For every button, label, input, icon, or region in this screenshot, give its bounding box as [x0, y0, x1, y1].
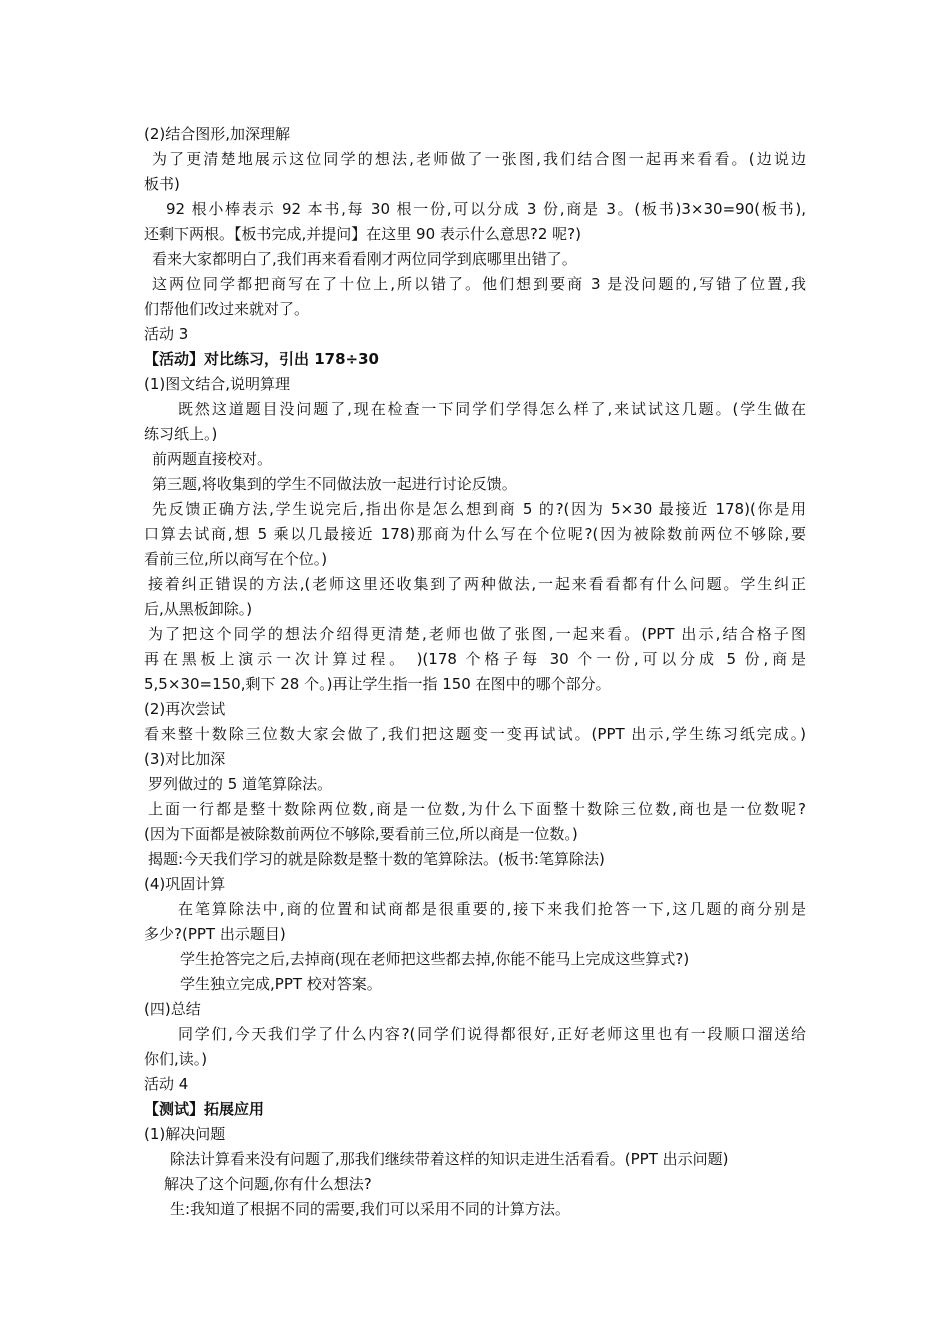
paragraph-line: 先反馈正确方法,学生说完后,指出你是怎么想到商 5 的?(因为 5×30 最接近 178)(你是用 — [152, 500, 806, 518]
activity-title: 【活动】对比练习，引出 178÷30 — [144, 350, 379, 368]
paragraph-line: 这两位同学都把商写在了十位上,所以错了。他们想到要商 3 是没问题的,写错了位置,我 — [152, 275, 806, 293]
section-heading: (3)对比加深 — [144, 750, 226, 768]
paragraph-line: 为了更清楚地展示这位同学的想法,老师做了一张图,我们结合图一起再来看看。(边说边 — [152, 150, 806, 168]
paragraph-line: 学生独立完成,PPT 校对答案。 — [180, 975, 382, 993]
paragraph-line: 同学们,今天我们学了什么内容?(同学们说得都很好,正好老师这里也有一段顺口溜送给 — [178, 1025, 806, 1043]
paragraph-line: 解决了这个问题,你有什么想法? — [164, 1175, 372, 1193]
paragraph-line: 92 根小棒表示 92 本书,每 30 根一份,可以分成 3 份,商是 3。(板书)3×30=90(板书), — [166, 200, 806, 218]
section-heading: (2)结合图形,加深理解 — [144, 125, 291, 143]
section-heading: (2)再次尝试 — [144, 700, 226, 718]
paragraph-line: 为了把这个同学的想法介绍得更清楚,老师也做了张图,一起来看。(PPT 出示,结合格子图 — [148, 625, 806, 643]
paragraph-line: 除法计算看来没有问题了,那我们继续带着这样的知识走进生活看看。(PPT 出示问题) — [170, 1150, 729, 1168]
paragraph-line: 5,5×30=150,剩下 28 个。)再让学生指一指 150 在图中的哪个部分。 — [144, 675, 611, 693]
activity-label: 活动 3 — [144, 325, 189, 343]
paragraph-line: 看来大家都明白了,我们再来看看刚才两位同学到底哪里出错了。 — [152, 250, 577, 268]
section-heading: (1)解决问题 — [144, 1125, 226, 1143]
paragraph-line: 学生抢答完之后,去掉商(现在老师把这些都去掉,你能不能马上完成这些算式?) — [180, 950, 690, 968]
paragraph-line: 后,从黑板卸除。) — [144, 600, 253, 618]
section-heading: (1)图文结合,说明算理 — [144, 375, 291, 393]
paragraph-line: 看前三位,所以商写在个位。) — [144, 550, 328, 568]
paragraph-line: 罗列做过的 5 道笔算除法。 — [148, 775, 333, 793]
paragraph-line: 生:我知道了根据不同的需要,我们可以采用不同的计算方法。 — [170, 1200, 570, 1218]
paragraph-line: 第三题,将收集到的学生不同做法放一起进行讨论反馈。 — [152, 475, 517, 493]
activity-label: 活动 4 — [144, 1075, 189, 1093]
paragraph-line: 还剩下两根。【板书完成,并提问】在这里 90 表示什么意思?2 呢?) — [144, 225, 581, 243]
paragraph-line: 上面一行都是整十数除两位数,商是一位数,为什么下面整十数除三位数,商也是一位数呢? — [148, 800, 806, 818]
paragraph-line: 你们,读。) — [144, 1050, 208, 1068]
section-heading: (四)总结 — [144, 1000, 201, 1018]
paragraph-line: 前两题直接校对。 — [152, 450, 273, 468]
paragraph-line: 在笔算除法中,商的位置和试商都是很重要的,接下来我们抢答一下,这几题的商分别是 — [178, 900, 806, 918]
document-page — [144, 122, 806, 1222]
paragraph-line: 练习纸上。) — [144, 425, 218, 443]
paragraph-line: 们帮他们改过来就对了。 — [144, 300, 310, 318]
paragraph-line: 既然这道题目没问题了,现在检查一下同学们学得怎么样了,来试试这几题。(学生做在 — [178, 400, 806, 418]
paragraph-line: 口算去试商,想 5 乘以几最接近 178)那商为什么写在个位呢?(因为被除数前两位不够除,要 — [144, 525, 806, 543]
paragraph-line: 揭题:今天我们学习的就是除数是整十数的笔算除法。(板书:笔算除法) — [148, 850, 605, 868]
paragraph-line: (因为下面都是被除数前两位不够除,要看前三位,所以商是一位数。) — [144, 825, 578, 843]
paragraph-line: 看来整十数除三位数大家会做了,我们把这题变一变再试试。(PPT 出示,学生练习纸完成。) — [144, 725, 806, 743]
section-heading: (4)巩固计算 — [144, 875, 226, 893]
paragraph-line: 接着纠正错误的方法,(老师这里还收集到了两种做法,一起来看看都有什么问题。学生纠正 — [148, 575, 806, 593]
paragraph-line: 板书) — [144, 175, 180, 193]
paragraph-line: 再在黑板上演示一次计算过程。 )(178 个格子每 30 个一份,可以分成 5 份,商是 — [144, 650, 806, 668]
activity-title: 【测试】拓展应用 — [144, 1100, 265, 1118]
paragraph-line: 多少?(PPT 出示题目) — [144, 925, 286, 943]
